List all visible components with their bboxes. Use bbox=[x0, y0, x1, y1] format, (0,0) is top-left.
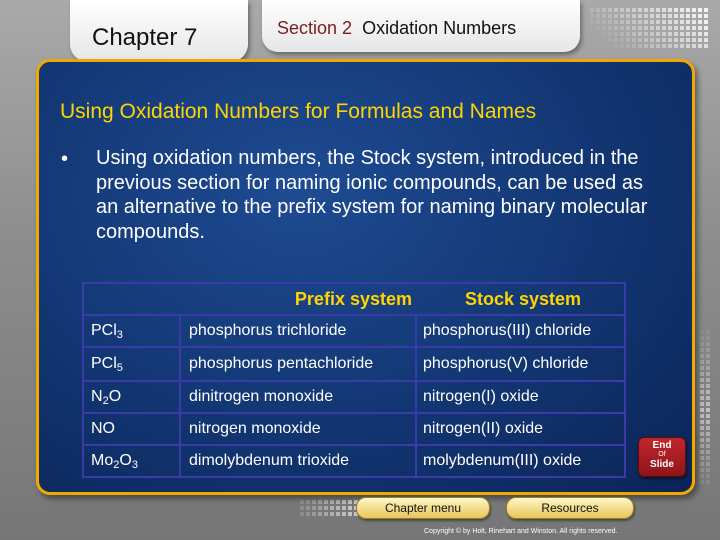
section-label bbox=[277, 18, 516, 39]
formula-part: 3 bbox=[116, 328, 123, 341]
formula-cell bbox=[83, 347, 180, 381]
end-of-slide-line2: Of bbox=[658, 451, 666, 458]
formula-part: O bbox=[119, 451, 132, 469]
formula-part: Mo bbox=[91, 451, 114, 469]
copyright-text: Copyright © by Holt, Rinehart and Winston. All rights reserved. bbox=[424, 528, 618, 535]
dot-grid-side-icon bbox=[700, 330, 716, 490]
section-number: Section 2 bbox=[277, 18, 353, 38]
bullet-marker: • bbox=[61, 148, 69, 170]
prefix-name-cell: phosphorus pentachloride bbox=[180, 347, 416, 381]
table-row bbox=[83, 445, 625, 477]
chapter-menu-button[interactable]: Chapter menu bbox=[356, 497, 490, 519]
formula-part: O bbox=[108, 387, 122, 405]
formula-part: N bbox=[91, 387, 103, 405]
dot-grid-bottom-icon bbox=[300, 500, 360, 520]
prefix-name-cell: phosphorus trichloride bbox=[180, 315, 416, 347]
table-header-prefix: Prefix system bbox=[180, 283, 416, 315]
stock-name-cell: phosphorus(V) chloride bbox=[416, 347, 625, 381]
stock-name-cell: nitrogen(I) oxide bbox=[416, 381, 625, 413]
slide-title: Using Oxidation Numbers for Formulas and Names bbox=[60, 100, 537, 123]
chapter-label: Chapter 7 bbox=[92, 24, 198, 51]
table-header-row bbox=[83, 283, 625, 315]
formula-part: 2 bbox=[113, 458, 120, 471]
table-row bbox=[83, 413, 625, 445]
table-row bbox=[83, 381, 625, 413]
end-of-slide-line1: End bbox=[652, 440, 672, 451]
formula-part: PCl bbox=[91, 321, 117, 339]
stock-name-cell: nitrogen(II) oxide bbox=[416, 413, 625, 445]
table-row bbox=[83, 315, 625, 347]
dot-grid-icon bbox=[590, 8, 714, 52]
formula-part: NO bbox=[91, 420, 115, 437]
formula-cell bbox=[83, 413, 180, 445]
formula-part: 3 bbox=[131, 458, 138, 471]
prefix-name-cell: dinitrogen monoxide bbox=[180, 381, 416, 413]
table-header-formula bbox=[83, 283, 180, 315]
formula-cell bbox=[83, 381, 180, 413]
table-header-stock: Stock system bbox=[416, 283, 625, 315]
table-row bbox=[83, 347, 625, 381]
prefix-name-cell: nitrogen monoxide bbox=[180, 413, 416, 445]
prefix-name-cell: dimolybdenum trioxide bbox=[180, 445, 416, 477]
bullet-text: Using oxidation numbers, the Stock system, introduced in the previous section for naming ionic compounds, can be used as an alternative to the prefix system for naming binary molecular compounds. bbox=[96, 147, 648, 243]
end-of-slide-line3: Slide bbox=[650, 459, 674, 470]
resources-button[interactable]: Resources bbox=[506, 497, 634, 519]
formula-part: PCl bbox=[91, 354, 117, 372]
stock-name-cell: phosphorus(III) chloride bbox=[416, 315, 625, 347]
formula-cell bbox=[83, 315, 180, 347]
formula-cell bbox=[83, 445, 180, 477]
table-body bbox=[83, 315, 625, 477]
end-of-slide-button[interactable] bbox=[638, 437, 686, 477]
formula-part: 5 bbox=[116, 361, 123, 374]
naming-comparison-table bbox=[82, 282, 626, 478]
stock-name-cell: molybdenum(III) oxide bbox=[416, 445, 625, 477]
formula-part: 2 bbox=[102, 394, 109, 407]
section-title: Oxidation Numbers bbox=[362, 18, 517, 38]
